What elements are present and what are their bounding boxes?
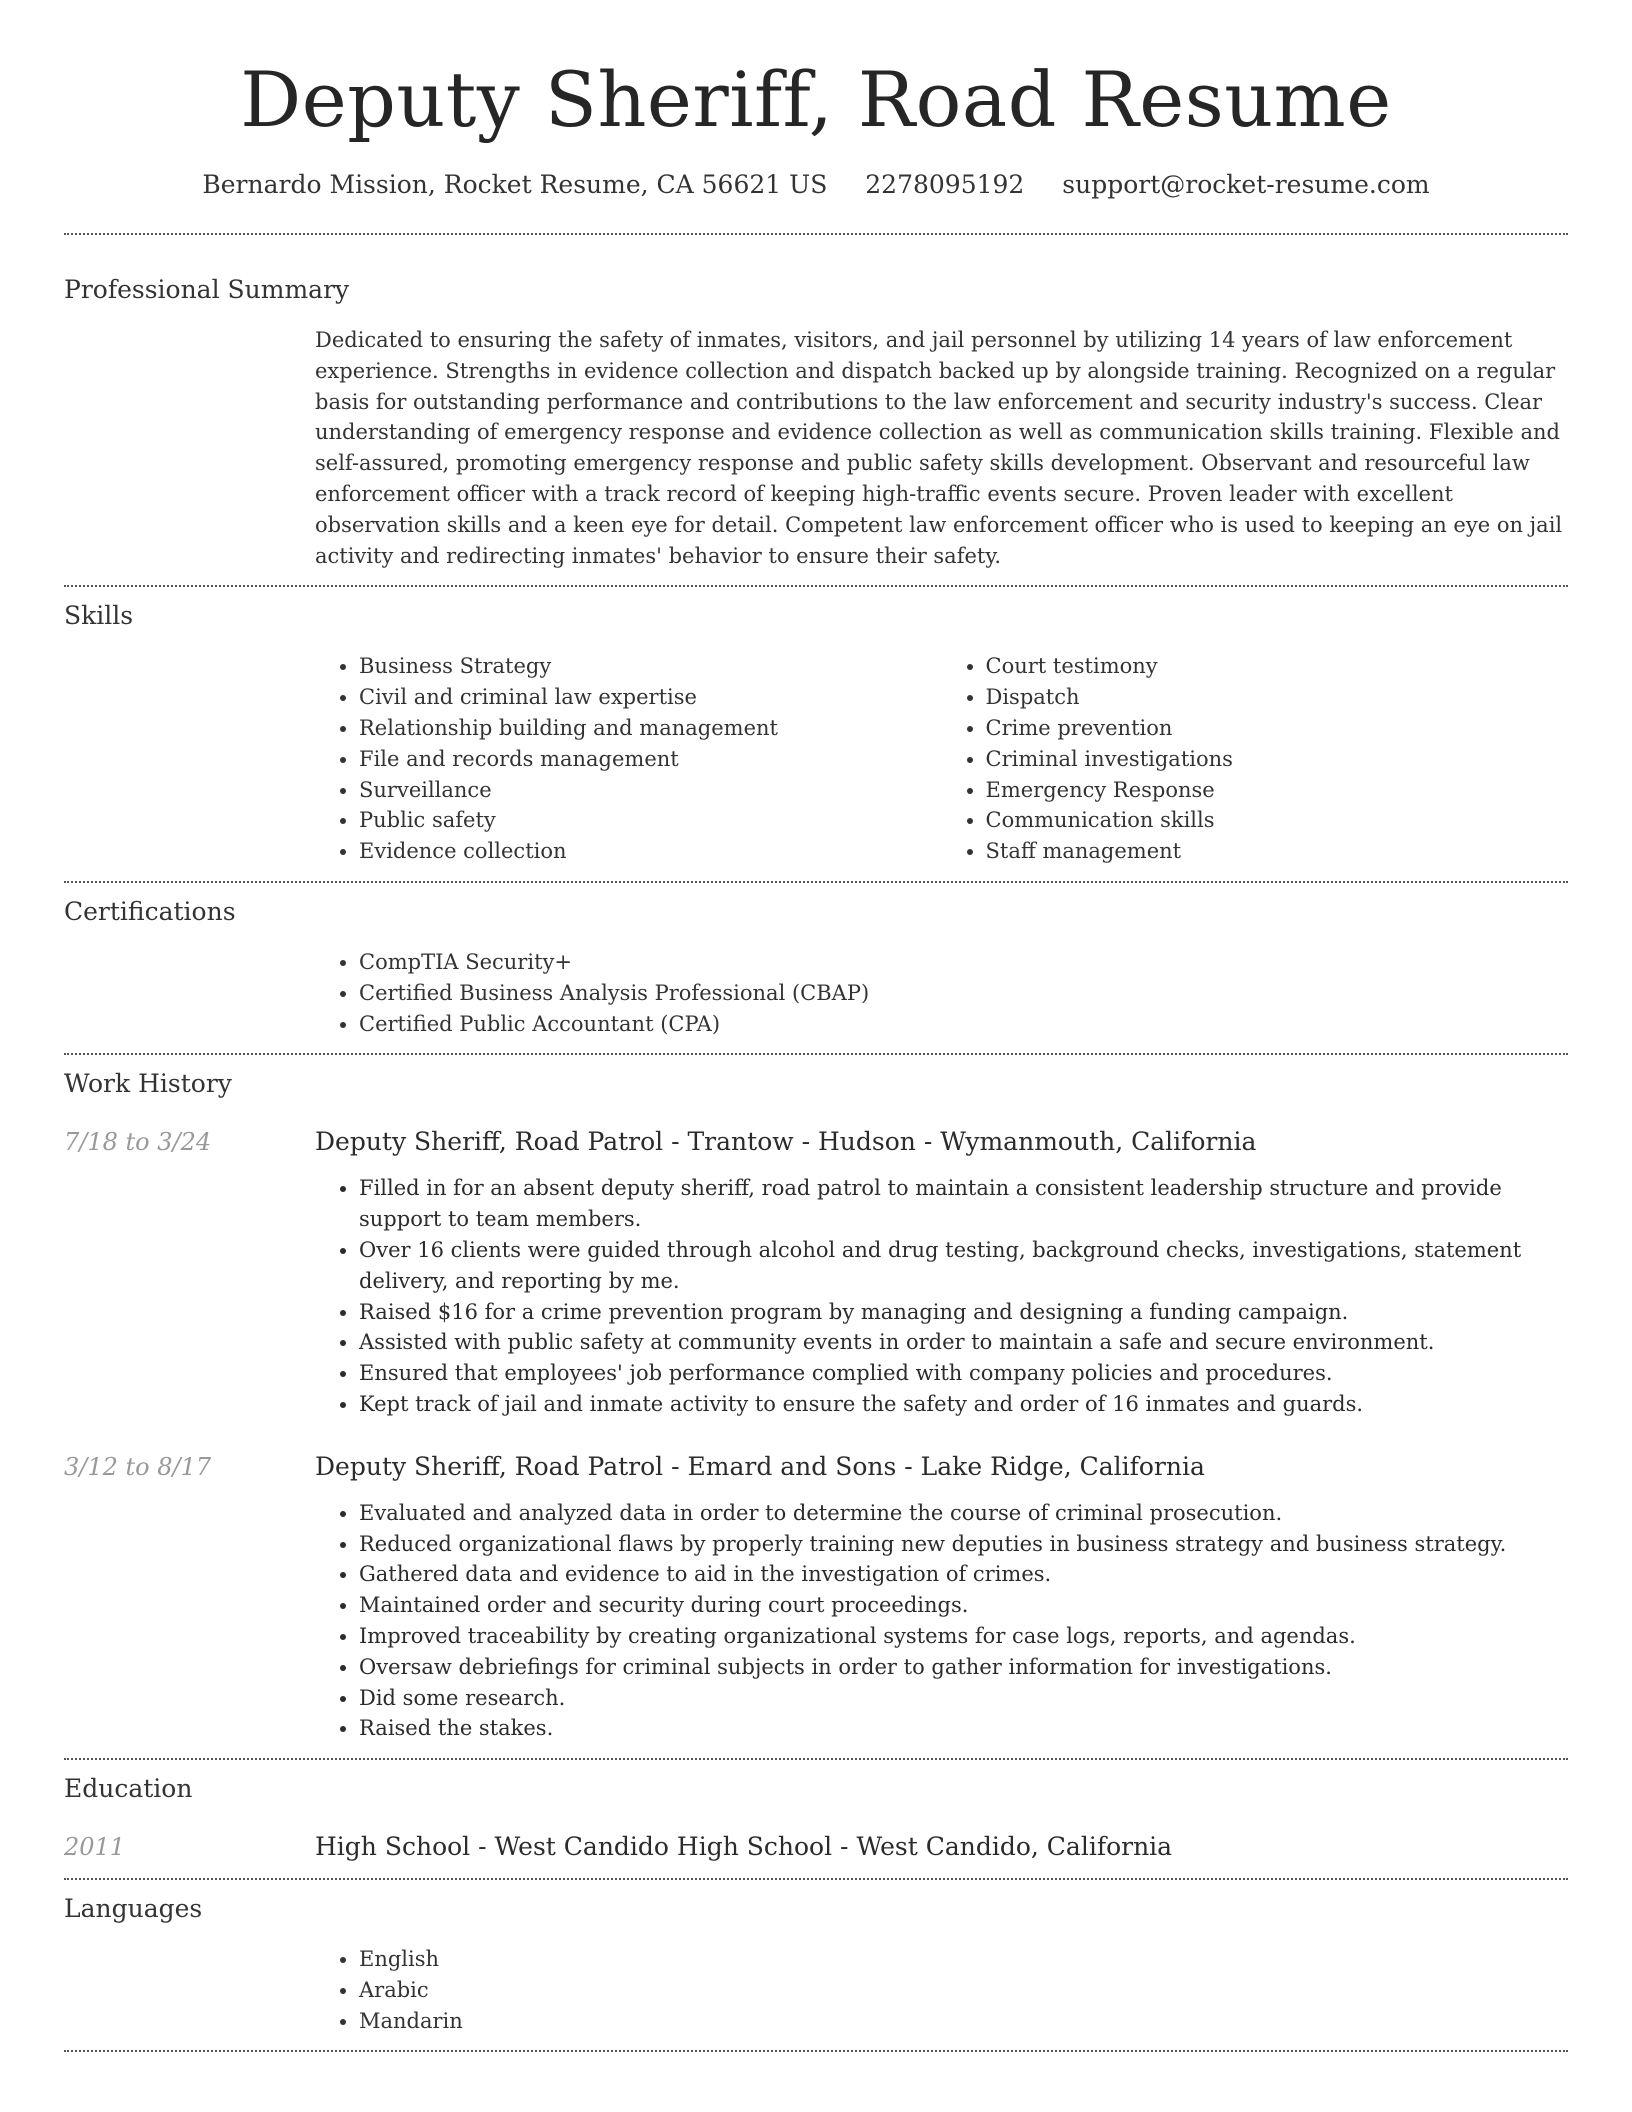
contact-line bbox=[64, 168, 1568, 202]
job-entry bbox=[64, 1125, 1568, 1419]
job-bullet: • Improved traceability by creating organizational systems for case logs, reports, and agendas. bbox=[359, 1621, 1568, 1652]
languages-section bbox=[64, 1880, 1568, 2036]
language-item: • Mandarin bbox=[359, 2006, 1568, 2037]
job-bullet: • Gathered data and evidence to aid in the investigation of crimes. bbox=[359, 1559, 1568, 1590]
divider bbox=[64, 2050, 1568, 2052]
job-bullet: • Over 16 clients were guided through alcohol and drug testing, background checks, investigations, statement delivery, and reporting by me. bbox=[359, 1235, 1568, 1297]
job-title: Deputy Sheriff, Road Patrol - Emard and Sons - Lake Ridge, California bbox=[315, 1451, 1205, 1481]
skill-item: • Surveillance bbox=[359, 775, 942, 806]
education-entry bbox=[64, 1830, 1568, 1864]
summary-heading: Professional Summary bbox=[64, 275, 350, 304]
education-dates: 2011 bbox=[64, 1833, 126, 1862]
skill-item: • Criminal investigations bbox=[986, 744, 1569, 775]
skills-list-left bbox=[315, 651, 942, 867]
skill-item: • Public safety bbox=[359, 805, 942, 836]
job-entry bbox=[64, 1450, 1568, 1744]
summary-text: Dedicated to ensuring the safety of inmates, visitors, and jail personnel by utilizing 14 years of law enforcement experience. Strengths in evidence collection and dispatch backed up by alongside training. Recognized on a regular basis for outstanding performance and contributions to the law enforcement and security industry's success. Clear understanding of emergency response and evidence collection as well as communication skills training. Flexible and self-assured, promoting emergency response and public safety skills development. Observant and resourceful law enforcement officer with a track record of keeping high-traffic events secure. Proven leader with excellent observation skills and a keen eye for detail. Competent law enforcement officer who is used to keeping an eye on jail activity and redirecting inmates' behavior to ensure their safety. bbox=[315, 328, 1563, 568]
skills-heading: Skills bbox=[64, 601, 134, 631]
language-item: • Arabic bbox=[359, 1975, 1568, 2006]
resume-page bbox=[64, 0, 1568, 2052]
skills-section bbox=[64, 587, 1568, 867]
skill-item: • Staff management bbox=[986, 836, 1569, 867]
education-title: High School - West Candido High School - West Candido, California bbox=[315, 1832, 1173, 1862]
job-bullet: • Oversaw debriefings for criminal subjects in order to gather information for investigations. bbox=[359, 1652, 1568, 1683]
job-bullet: • Raised the stakes. bbox=[359, 1713, 1568, 1744]
certifications-section bbox=[64, 883, 1568, 1039]
skill-item: • Court testimony bbox=[986, 651, 1569, 682]
languages-content bbox=[315, 1944, 1568, 2036]
education-heading: Education bbox=[64, 1774, 193, 1804]
job-bullet: • Did some research. bbox=[359, 1683, 1568, 1714]
job-bullet: • Raised $16 for a crime prevention program by managing and designing a funding campaign. bbox=[359, 1297, 1568, 1328]
summary-section bbox=[64, 235, 1568, 571]
contact-address: Bernardo Mission, Rocket Resume, CA 56621 US bbox=[202, 170, 828, 199]
skills-list-right bbox=[942, 651, 1569, 867]
job-body bbox=[315, 1125, 1568, 1419]
job-bullet: • Maintained order and security during court proceedings. bbox=[359, 1590, 1568, 1621]
skill-item: • Civil and criminal law expertise bbox=[359, 682, 942, 713]
job-bullet: • Assisted with public safety at community events in order to maintain a safe and secure environment. bbox=[359, 1327, 1568, 1358]
job-bullets bbox=[315, 1173, 1568, 1419]
certifications-content bbox=[315, 947, 1568, 1039]
skill-item: • File and records management bbox=[359, 744, 942, 775]
education-body bbox=[315, 1830, 1568, 1864]
summary-content bbox=[315, 325, 1568, 571]
job-bullets bbox=[315, 1498, 1568, 1744]
certifications-list bbox=[315, 947, 1568, 1039]
skill-item: • Crime prevention bbox=[986, 713, 1569, 744]
languages-heading: Languages bbox=[64, 1894, 203, 1924]
skill-item: • Business Strategy bbox=[359, 651, 942, 682]
job-body bbox=[315, 1450, 1568, 1744]
contact-phone: 2278095192 bbox=[865, 170, 1025, 199]
education-section bbox=[64, 1760, 1568, 1864]
languages-list bbox=[315, 1944, 1568, 2036]
job-bullet: • Kept track of jail and inmate activity to ensure the safety and order of 16 inmates and guards. bbox=[359, 1389, 1568, 1420]
certifications-heading: Certifications bbox=[64, 896, 236, 926]
job-dates: 3/12 to 8/17 bbox=[64, 1452, 212, 1481]
resume-title: Deputy Sheriff, Road Resume bbox=[240, 55, 1392, 144]
work-heading: Work History bbox=[64, 1069, 232, 1099]
job-title: Deputy Sheriff, Road Patrol - Trantow - Hudson - Wymanmouth, California bbox=[315, 1127, 1257, 1157]
skill-item: • Emergency Response bbox=[986, 775, 1569, 806]
certification-item: • Certified Public Accountant (CPA) bbox=[359, 1009, 1568, 1040]
job-bullet: • Ensured that employees' job performance complied with company policies and procedures. bbox=[359, 1358, 1568, 1389]
job-dates: 7/18 to 3/24 bbox=[64, 1128, 212, 1157]
job-bullet: • Reduced organizational flaws by properly training new deputies in business strategy and business strategy. bbox=[359, 1529, 1568, 1560]
skill-item: • Relationship building and management bbox=[359, 713, 942, 744]
skill-item: • Evidence collection bbox=[359, 836, 942, 867]
skills-columns bbox=[315, 651, 1568, 867]
work-section bbox=[64, 1055, 1568, 1744]
skill-item: • Dispatch bbox=[986, 682, 1569, 713]
language-item: • English bbox=[359, 1944, 1568, 1975]
contact-email: support@rocket-resume.com bbox=[1062, 170, 1430, 199]
certification-item: • Certified Business Analysis Professional (CBAP) bbox=[359, 978, 1568, 1009]
certification-item: • CompTIA Security+ bbox=[359, 947, 1568, 978]
job-bullet: • Filled in for an absent deputy sheriff, road patrol to maintain a consistent leadership structure and provide support to team members. bbox=[359, 1173, 1568, 1235]
job-bullet: • Evaluated and analyzed data in order to determine the course of criminal prosecution. bbox=[359, 1498, 1568, 1529]
skill-item: • Communication skills bbox=[986, 805, 1569, 836]
